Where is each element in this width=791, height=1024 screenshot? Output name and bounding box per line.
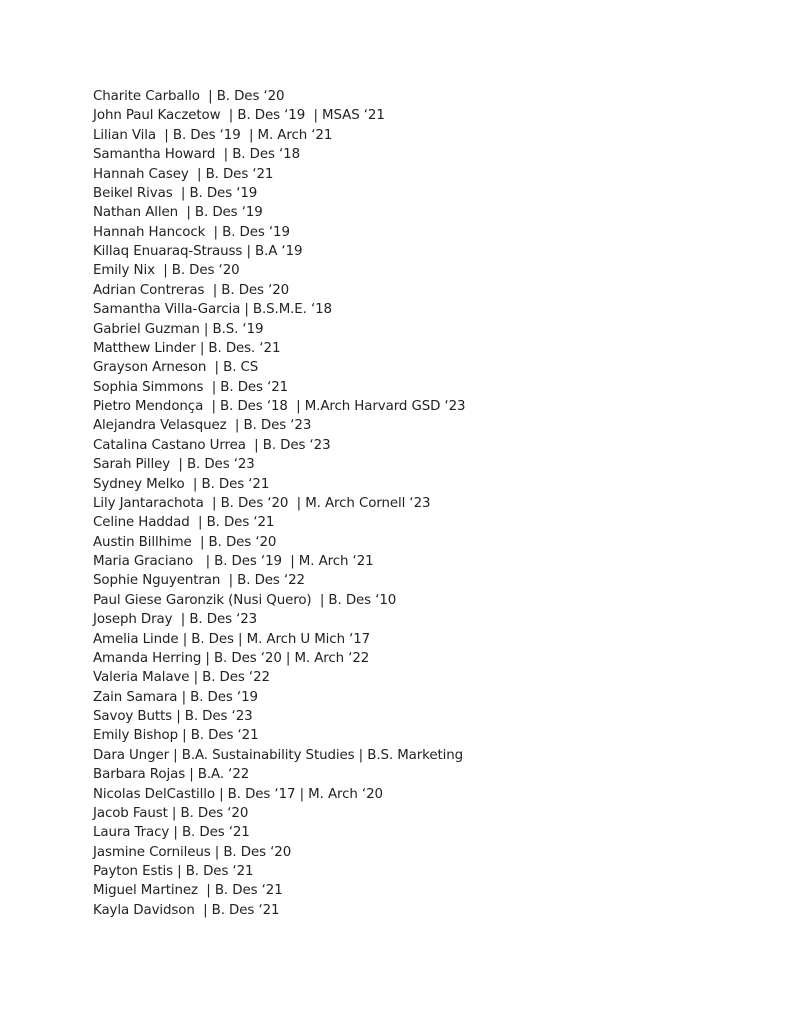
list-item: Catalina Castano Urrea | B. Des ‘23 bbox=[93, 437, 331, 453]
list-item: Jasmine Cornileus | B. Des ‘20 bbox=[93, 844, 292, 860]
list-item: Barbara Rojas | B.A. ‘22 bbox=[93, 767, 250, 783]
list-item: Emily Nix | B. Des ‘20 bbox=[93, 263, 240, 279]
list-item: Joseph Dray | B. Des ‘23 bbox=[93, 612, 258, 628]
list-item: Nathan Allen | B. Des ‘19 bbox=[93, 205, 263, 221]
list-item: Sophie Nguyentran | B. Des ‘22 bbox=[93, 573, 305, 589]
list-item: Paul Giese Garonzik (Nusi Quero) | B. Des ‘10 bbox=[93, 592, 397, 608]
list-item: Dara Unger | B.A. Sustainability Studies | B.S. Marketing bbox=[93, 747, 464, 763]
list-item: Hannah Hancock | B. Des ‘19 bbox=[93, 224, 290, 240]
list-item: John Paul Kaczetow | B. Des ‘19 | MSAS ‘21 bbox=[93, 108, 385, 124]
list-item: Savoy Butts | B. Des ‘23 bbox=[93, 709, 253, 724]
list-item: Emily Bishop | B. Des ‘21 bbox=[93, 728, 259, 744]
list-item: Gabriel Guzman | B.S. ‘19 bbox=[93, 321, 264, 337]
list-item: Pietro Mendonça | B. Des ‘18 | M.Arch Harvard GSD ‘23 bbox=[93, 399, 466, 414]
list-item: Alejandra Velasquez | B. Des ‘23 bbox=[93, 418, 312, 434]
list-item: Hannah Casey | B. Des ‘21 bbox=[93, 166, 274, 182]
list-item: Matthew Linder | B. Des. ‘21 bbox=[93, 340, 281, 356]
list-item: Payton Estis | B. Des ‘21 bbox=[93, 864, 254, 879]
list-item: Maria Graciano | B. Des ‘19 | M. Arch ‘21 bbox=[93, 554, 374, 569]
list-item: Charite Carballo | B. Des ‘20 bbox=[93, 89, 285, 104]
list-item: Lily Jantarachota | B. Des ‘20 | M. Arch Cornell ‘23 bbox=[93, 495, 431, 511]
list-item: Samantha Villa-Garcia | B.S.M.E. ‘18 bbox=[93, 302, 332, 318]
list-item: Amelia Linde | B. Des | M. Arch U Mich ‘17 bbox=[93, 631, 371, 647]
list-item: Samantha Howard | B. Des ‘18 bbox=[93, 147, 300, 163]
list-item: Laura Tracy | B. Des ‘21 bbox=[93, 825, 250, 841]
list-item: Amanda Herring | B. Des ‘20 | M. Arch ‘22 bbox=[93, 650, 370, 666]
list-item: Lilian Vila | B. Des ‘19 | M. Arch ‘21 bbox=[93, 127, 333, 143]
list-item: Kayla Davidson | B. Des ‘21 bbox=[93, 902, 280, 918]
list-item: Valeria Malave | B. Des ‘22 bbox=[93, 670, 270, 686]
list-item: Grayson Arneson | B. CS bbox=[93, 360, 259, 376]
list-item: Adrian Contreras | B. Des ‘20 bbox=[93, 282, 290, 298]
list-item: Sydney Melko | B. Des ‘21 bbox=[93, 476, 270, 492]
list-item: Beikel Rivas | B. Des ‘19 bbox=[93, 185, 258, 201]
list-item: Sarah Pilley | B. Des ‘23 bbox=[93, 457, 255, 473]
list-item: Sophia Simmons | B. Des ‘21 bbox=[93, 379, 289, 395]
list-item: Jacob Faust | B. Des ‘20 bbox=[93, 805, 249, 821]
list-item: Miguel Martinez | B. Des ‘21 bbox=[93, 883, 283, 899]
alumni-name-list bbox=[93, 87, 465, 920]
list-item: Celine Haddad | B. Des ‘21 bbox=[93, 515, 275, 531]
list-item: Nicolas DelCastillo | B. Des ‘17 | M. Arch ‘20 bbox=[93, 786, 383, 802]
list-item: Killaq Enuaraq-Strauss | B.A ‘19 bbox=[93, 244, 303, 259]
list-item: Austin Billhime | B. Des ‘20 bbox=[93, 534, 277, 550]
list-item: Zain Samara | B. Des ‘19 bbox=[93, 689, 258, 705]
